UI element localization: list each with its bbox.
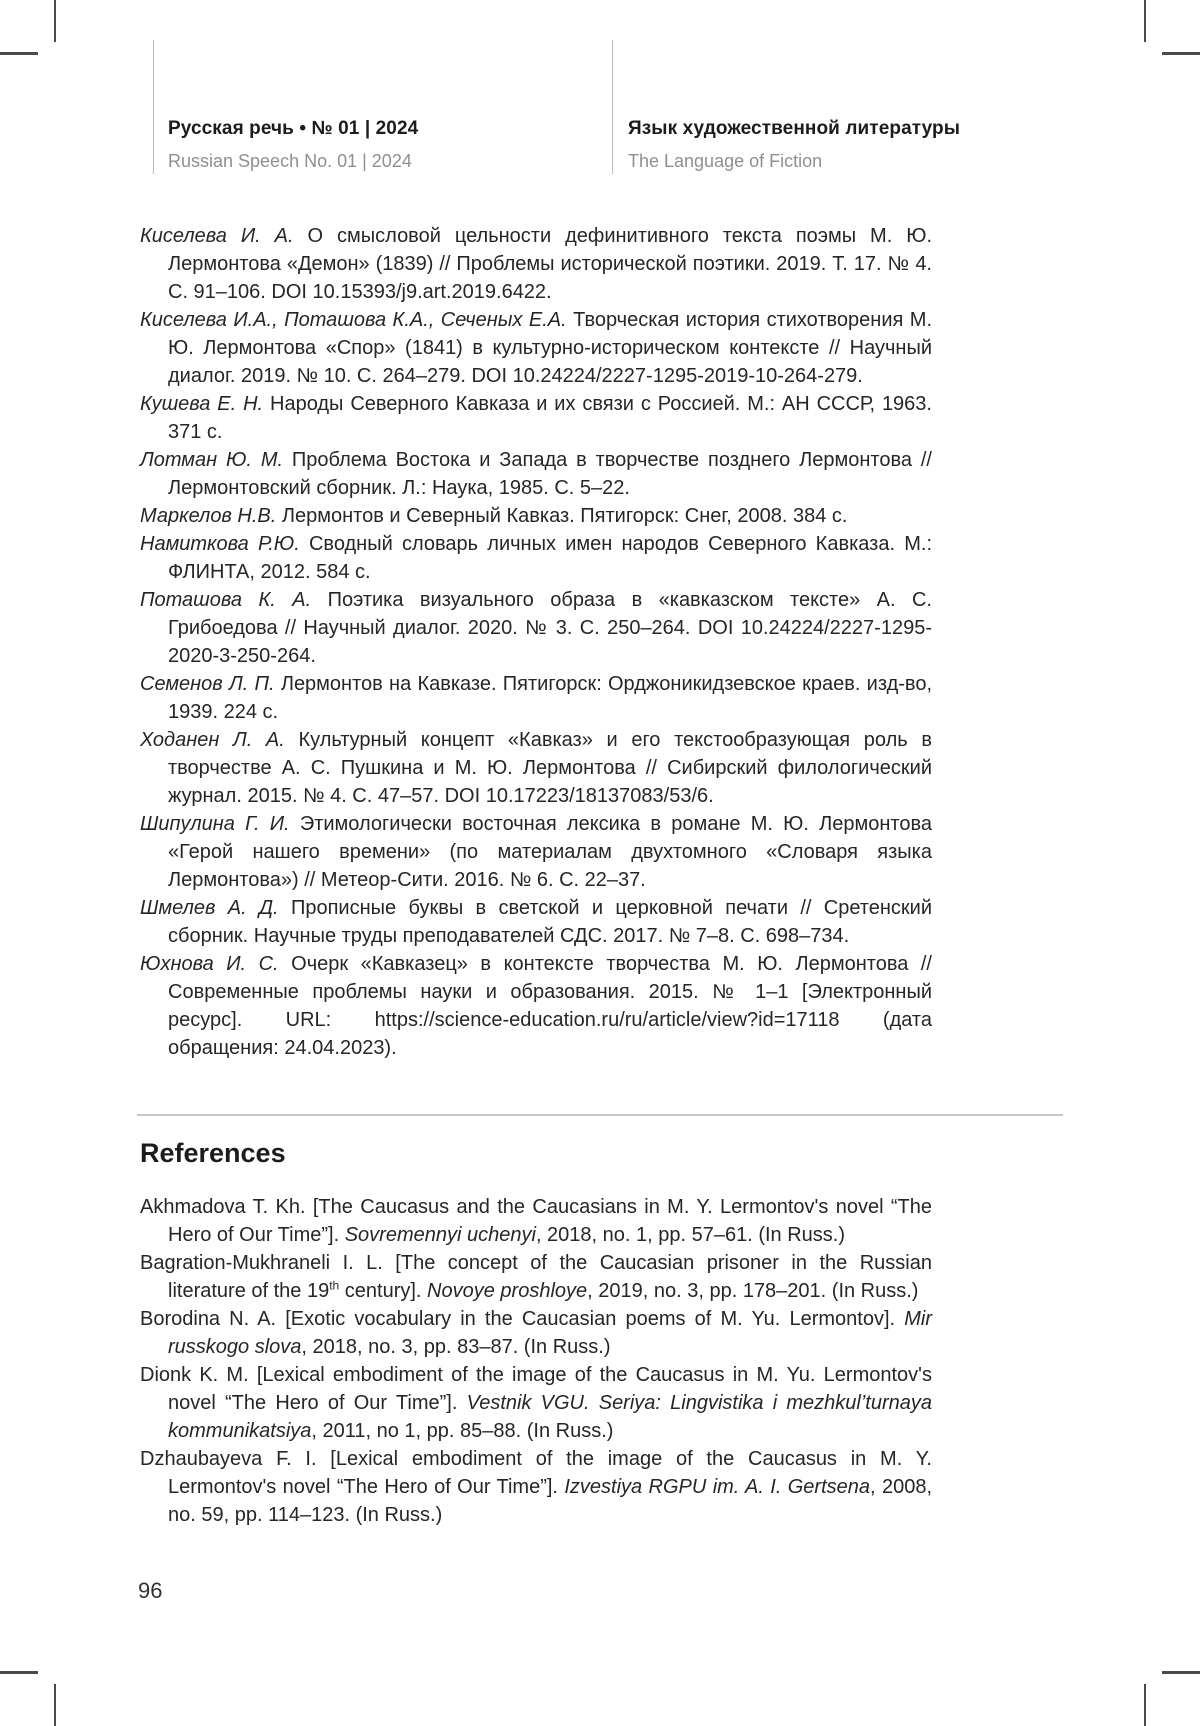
reference-entry: Akhmadova T. Kh. [The Caucasus and the Caucasians in M. Y. Lermontov's novel “The Hero of Our Time”]. Sovremennyi uchenyi, 2018, no. 1, pp. 57–61. (In Russ.): [140, 1196, 932, 1246]
header-rule-right: [612, 40, 613, 174]
references-section: [140, 1138, 932, 1529]
bibliography-entry: Маркелов Н.В. Лермонтов и Северный Кавказ. Пятигорск: Снег, 2008. 384 с.: [140, 505, 848, 527]
entry-author: Намиткова Р.Ю.: [140, 533, 309, 555]
bibliography-entry: Кушева Е. Н. Народы Северного Кавказа и их связи с Россией. М.: АН СССР, 1963. 371 с.: [140, 393, 932, 443]
bibliography-ru-list: [140, 222, 932, 1062]
crop-mark-top-right-horizontal: [1162, 52, 1200, 55]
bibliography-entry: Ходанен Л. А. Культурный концепт «Кавказ» и его текстообразующая роль в творчестве А. С. Пушкина и М. Ю. Лермонтова // Сибирский филологический журнал. 2015. № 4. С. 47–57. DOI 10.17223/18137083/53/6.: [140, 729, 932, 807]
entry-author: Ходанен Л. А.: [140, 729, 299, 751]
entry-author: Киселева И.А., Поташова К.А., Сеченых Е.А.: [140, 309, 574, 331]
entry-author: Поташова К. А.: [140, 589, 328, 611]
bibliography-entry: Киселева И.А., Поташова К.А., Сеченых Е.А. Творческая история стихотворения М. Ю. Лермонтова «Спор» (1841) в культурно-историческом контексте // Научный диалог. 2019. № 10. С. 264–279. DOI 10.24224/2227-1295-2019-10-264-279.: [140, 309, 932, 387]
bibliography-entry: Киселева И. А. О смысловой цельности дефинитивного текста поэмы М. Ю. Лермонтова «Демон» (1839) // Проблемы исторической поэтики. 2019. Т. 17. № 4. С. 91–106. DOI 10.15393/j9.art.2019.6422.: [140, 225, 932, 303]
bibliography-entry: Поташова К. А. Поэтика визуального образа в «кавказском тексте» А. С. Грибоедова // Научный диалог. 2020. № 3. С. 250–264. DOI 10.24224/2227-1295-2020-3-250-264.: [140, 589, 932, 667]
bibliography-entry: Семенов Л. П. Лермонтов на Кавказе. Пятигорск: Орджоникидзевское краев. изд-во, 1939. 224 с.: [140, 673, 932, 723]
journal-title-ru: Русская речь • № 01 | 2024: [168, 118, 419, 139]
header-left: [168, 118, 418, 172]
journal-title-en: Russian Speech No. 01 | 2024: [168, 151, 412, 171]
section-title-ru: Язык художественной литературы: [628, 118, 961, 139]
page-number: 96: [138, 1578, 163, 1603]
header-right: [628, 118, 960, 172]
entry-author: Шмелев А. Д.: [140, 897, 291, 919]
entry-author: Юхнова И. С.: [140, 953, 292, 975]
crop-mark-bottom-left-vertical: [54, 1684, 56, 1726]
entry-author: Лотман Ю. М.: [140, 449, 292, 471]
reference-entry: Bagration-Mukhraneli I. L. [The concept of the Caucasian prisoner in the Russian literature of the 19th century]. Novoye proshloye, 2019, no. 3, pp. 178–201. (In Russ.): [140, 1252, 932, 1302]
entry-author: Кушева Е. Н.: [140, 393, 270, 415]
reference-entry: Dionk K. M. [Lexical embodiment of the image of the Caucasus in M. Yu. Lermontov's novel “The Hero of Our Time”]. Vestnik VGU. Seriya: Lingvistika i mezhkul’turnaya kommunikatsiya, 2011, no 1, pp. 85–88. (In Russ.): [140, 1364, 932, 1442]
bibliography-entry: Лотман Ю. М. Проблема Востока и Запада в творчестве позднего Лермонтова // Лермонтовский сборник. Л.: Наука, 1985. С. 5–22.: [140, 449, 932, 499]
entry-author: Киселева И. А.: [140, 225, 308, 247]
entry-author: Шипулина Г. И.: [140, 813, 300, 835]
bibliography-entry: Шипулина Г. И. Этимологически восточная лексика в романе М. Ю. Лермонтова «Герой нашего времени» (по материалам двухтомного «Словаря языка Лермонтова») // Метеор-Сити. 2016. № 6. С. 22–37.: [140, 813, 933, 891]
section-title-en: The Language of Fiction: [628, 151, 823, 171]
crop-mark-top-left-horizontal: [0, 52, 38, 55]
crop-mark-bottom-right-horizontal: [1162, 1671, 1200, 1674]
entry-author: Маркелов Н.В.: [140, 505, 282, 527]
reference-entry: Borodina N. A. [Exotic vocabulary in the Caucasian poems of M. Yu. Lermontov]. Mir russkogo slova, 2018, no. 3, pp. 83–87. (In Russ.): [140, 1308, 932, 1358]
crop-mark-top-right-vertical: [1144, 0, 1146, 42]
crop-mark-bottom-left-horizontal: [0, 1671, 38, 1674]
bibliography-entry: Шмелев А. Д. Прописные буквы в светской и церковной печати // Сретенский сборник. Научные труды преподавателей СДС. 2017. № 7–8. С. 698–734.: [140, 897, 932, 947]
section-divider: [137, 1114, 1063, 1116]
bibliography-entry: Намиткова Р.Ю. Сводный словарь личных имен народов Северного Кавказа. М.: ФЛИНТА, 2012. 584 с.: [140, 533, 933, 583]
crop-mark-top-left-vertical: [54, 0, 56, 42]
crop-mark-bottom-right-vertical: [1144, 1684, 1146, 1726]
references-en-list: [140, 1193, 932, 1529]
header-rule-left: [153, 40, 154, 174]
reference-entry: Dzhaubayeva F. I. [Lexical embodiment of the image of the Caucasus in M. Y. Lermontov's novel “The Hero of Our Time”]. Izvestiya RGPU im. A. I. Gertsena, 2008, no. 59, pp. 114–123. (In Russ.): [140, 1448, 932, 1526]
bibliography-entry: Юхнова И. С. Очерк «Кавказец» в контексте творчества М. Ю. Лермонтова // Современные проблемы науки и образования. 2015. № 1–1 [Электронный ресурс]. URL: https://science-education.ru/ru/article/view?id=17118 (дата обращения: 24.04.2023).: [140, 953, 932, 1059]
entry-author: Семенов Л. П.: [140, 673, 281, 695]
references-heading: References: [140, 1138, 286, 1168]
